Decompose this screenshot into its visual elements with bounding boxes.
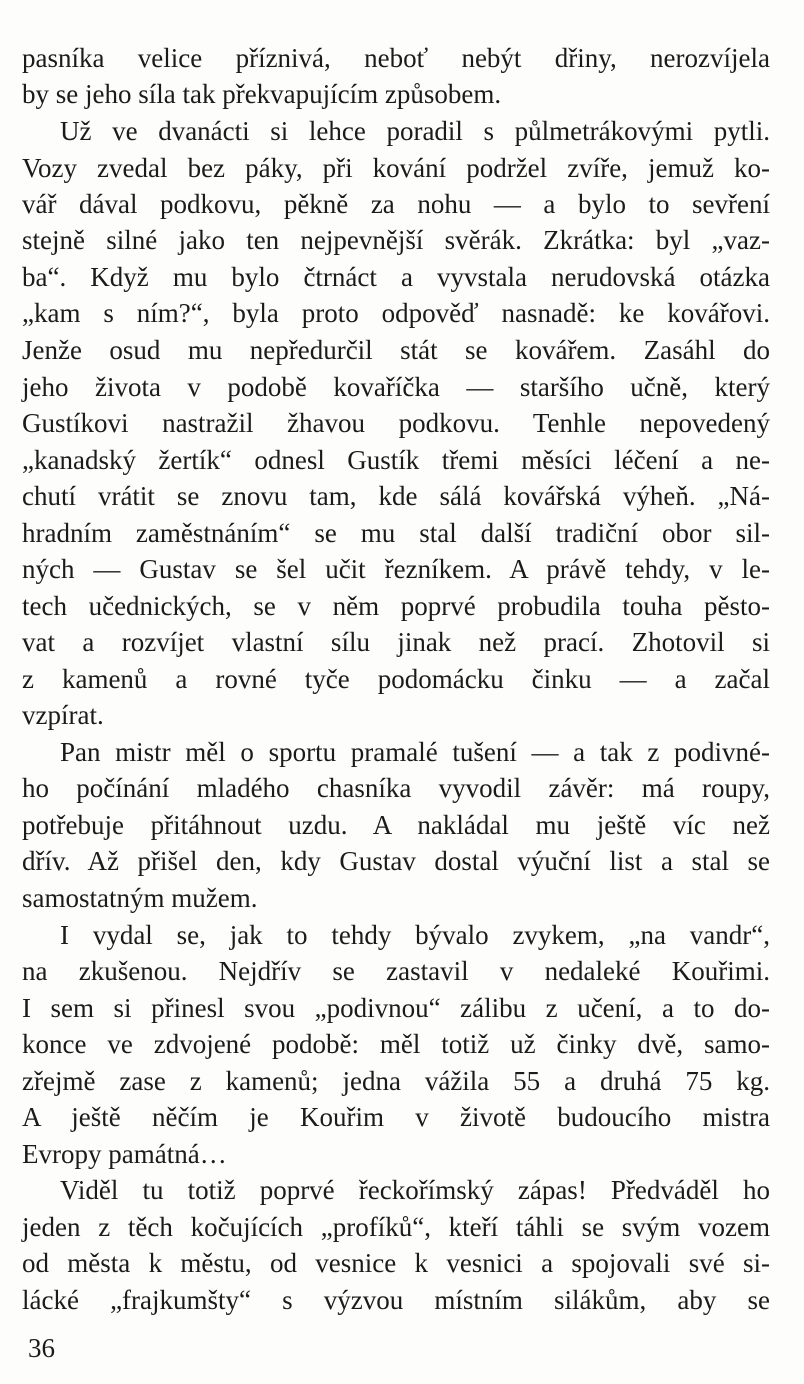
- text-line: z kamenů a rovné tyče podomácku činku — a začal: [22, 664, 770, 694]
- text-line: Gustíkovi nastražil žhavou podkovu. Tenhle nepovedený: [22, 408, 770, 438]
- text-line: pasníka velice příznivá, neboť nebýt dřiny, nerozvíjela: [22, 43, 770, 73]
- text-line: tech učednických, se v něm poprvé probudila touha pěsto-: [22, 591, 770, 621]
- text-line: jeden z těch kočujících „profíků“, kteří táhli se svým vozem: [22, 1212, 770, 1242]
- text-line: samostatným mužem.: [22, 883, 258, 913]
- text-line: Viděl tu totiž poprvé řeckořímský zápas! Předváděl ho: [60, 1175, 770, 1205]
- text-line: Vozy zvedal bez páky, při kování podržel zvíře, jemuž ko-: [22, 153, 770, 183]
- text-line: na zkušenou. Nejdřív se zastavil v nedaleké Kouřimi.: [22, 956, 770, 986]
- text-line: dřív. Až přišel den, kdy Gustav dostal výuční list a stal se: [22, 846, 770, 876]
- text-line: od města k městu, od vesnice k vesnici a spojovali své si-: [22, 1248, 770, 1278]
- text-line: vat a rozvíjet vlastní sílu jinak než prací. Zhotovil si: [22, 627, 770, 657]
- text-line: lácké „frajkumšty“ s výzvou místním silákům, aby se: [22, 1285, 770, 1315]
- text-line: „kam s ním?“, byla proto odpověď nasnadě: ke kovářovi.: [22, 298, 770, 328]
- text-line: vář dával podkovu, pěkně za nohu — a bylo to sevření: [22, 189, 770, 219]
- text-line: „kanadský žertík“ odnesl Gustík třemi měsíci léčení a ne-: [22, 445, 770, 475]
- text-line: potřebuje přitáhnout uzdu. A nakládal mu ještě víc než: [22, 810, 770, 840]
- text-line: A ještě něčím je Kouřim v životě budoucího mistra: [22, 1102, 770, 1132]
- text-line: I vydal se, jak to tehdy bývalo zvykem, „na vandr“,: [60, 920, 770, 950]
- text-line: stejně silné jako ten nejpevnější svěrák. Zkrátka: byl „vaz-: [22, 225, 770, 255]
- text-line: ných — Gustav se šel učit řezníkem. A právě tehdy, v le-: [22, 554, 770, 584]
- text-line: jeho života v podobě kovaříčka — staršího učně, který: [22, 372, 770, 402]
- text-line: Evropy památná…: [22, 1139, 227, 1169]
- text-line: ba“. Když mu bylo čtrnáct a vyvstala nerudovská otázka: [22, 262, 770, 292]
- text-line: konce ve zdvojené podobě: měl totiž už činky dvě, samo-: [22, 1029, 770, 1059]
- text-line: vzpírat.: [22, 700, 104, 730]
- text-line: zřejmě zase z kamenů; jedna vážila 55 a druhá 75 kg.: [22, 1066, 770, 1096]
- text-line: hradním zaměstnáním“ se mu stal další tradiční obor sil-: [22, 518, 770, 548]
- text-line: Pan mistr měl o sportu pramalé tušení — a tak z podivné-: [60, 737, 770, 767]
- text-line: Jenže osud mu nepředurčil stát se kovářem. Zasáhl do: [22, 335, 770, 365]
- text-line: Už ve dvanácti si lehce poradil s půlmetrákovými pytli.: [60, 116, 770, 146]
- text-line: I sem si přinesl svou „podivnou“ zálibu z učení, a to do-: [22, 993, 770, 1023]
- text-line: chutí vrátit se znovu tam, kde sálá kovářská výheň. „Ná-: [22, 481, 770, 511]
- page-number: 36: [28, 1333, 55, 1363]
- text-line: by se jeho síla tak překvapujícím způsobem.: [22, 79, 502, 109]
- text-line: ho počínání mladého chasníka vyvodil závěr: má roupy,: [22, 773, 770, 803]
